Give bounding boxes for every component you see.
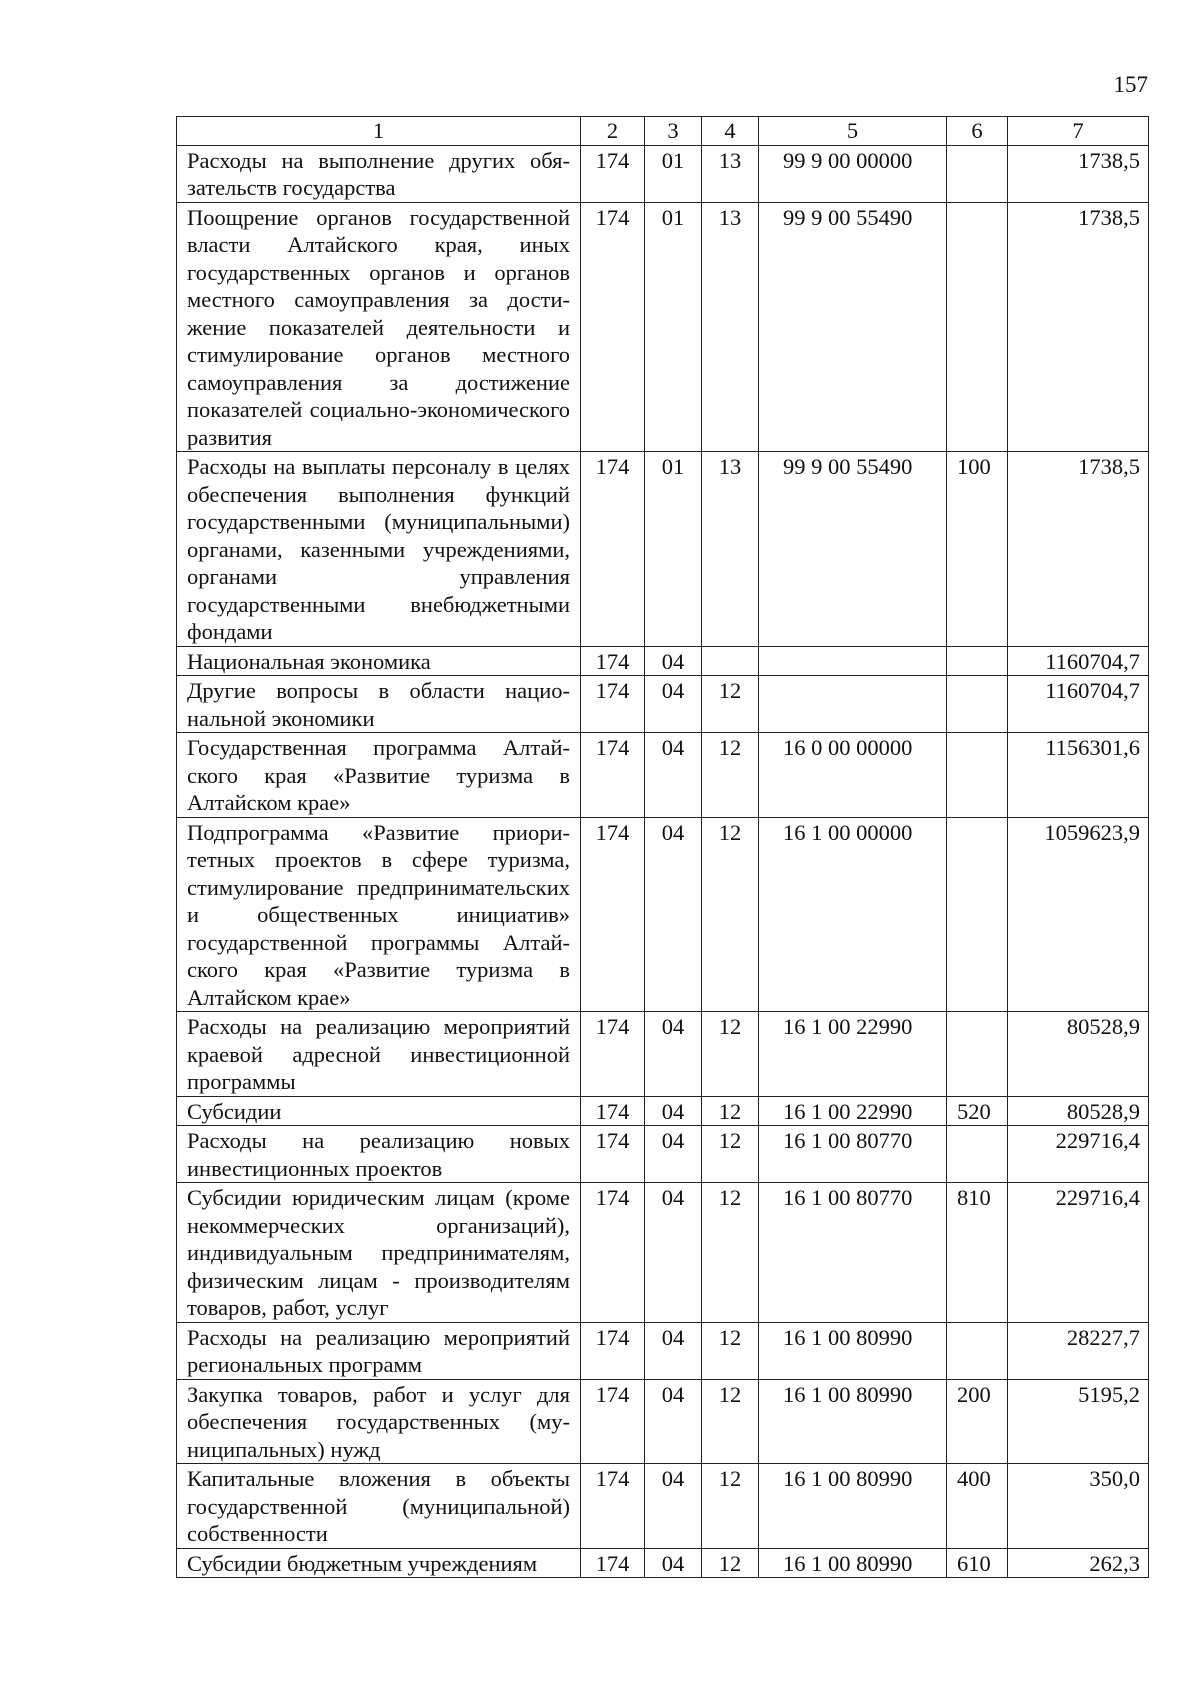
target-article-cell: 99 9 00 55490 [759,452,947,647]
ministry-code-cell: 174 [581,676,645,733]
expense-type-cell [947,145,1008,202]
amount-cell: 229716,4 [1008,1183,1149,1323]
section-code-cell: 04 [645,733,702,818]
section-code-cell: 04 [645,1096,702,1126]
column-header: 7 [1008,117,1149,146]
item-name-cell: Субсидии юридическим лицам (кроме некоммерческих организаций), индивидуальным предпринимателям, физическим лицам - производителям товаров, работ, услуг [177,1183,581,1323]
table-row [177,1012,1149,1097]
ministry-code-cell: 174 [581,202,645,452]
table-row [177,646,1149,676]
budget-table [176,116,1149,1578]
expense-type-cell [947,676,1008,733]
item-name-cell: Капитальные вложения в объекты государственной (муниципальной) собственности [177,1464,581,1549]
column-header: 2 [581,117,645,146]
target-article-cell: 99 9 00 55490 [759,202,947,452]
ministry-code-cell: 174 [581,1322,645,1379]
amount-cell: 5195,2 [1008,1379,1149,1464]
ministry-code-cell: 174 [581,452,645,647]
page-number: 157 [1113,72,1148,97]
amount-cell: 1160704,7 [1008,676,1149,733]
table-row [177,1096,1149,1126]
item-name-cell: Субсидии [177,1096,581,1126]
ministry-code-cell: 174 [581,1096,645,1126]
target-article-cell: 16 1 00 00000 [759,817,947,1012]
item-name-cell: Национальная экономика [177,646,581,676]
amount-cell: 229716,4 [1008,1126,1149,1183]
section-code-cell: 04 [645,1464,702,1549]
table-row [177,1548,1149,1578]
ministry-code-cell: 174 [581,1012,645,1097]
ministry-code-cell: 174 [581,733,645,818]
subsection-code-cell: 12 [702,1322,759,1379]
item-name-cell: Субсидии бюджетным учреждениям [177,1548,581,1578]
section-code-cell: 01 [645,452,702,647]
target-article-cell: 16 1 00 80990 [759,1322,947,1379]
table-row [177,817,1149,1012]
item-name-cell: Подпрограмма «Развитие приоритетных проектов в сфере туризма, стимулирование предпринимательских и общественных инициатив» государственной программы Алтайского края «Развитие туризма в Алтайском крае» [177,817,581,1012]
subsection-code-cell: 13 [702,145,759,202]
table-row [177,1183,1149,1323]
subsection-code-cell: 12 [702,1183,759,1323]
expense-type-cell: 400 [947,1464,1008,1549]
subsection-code-cell: 12 [702,676,759,733]
target-article-cell: 16 1 00 22990 [759,1096,947,1126]
target-article-cell: 99 9 00 00000 [759,145,947,202]
table-row [177,145,1149,202]
target-article-cell [759,676,947,733]
table-row [177,1464,1149,1549]
amount-cell: 1160704,7 [1008,646,1149,676]
expense-type-cell [947,646,1008,676]
subsection-code-cell: 12 [702,1012,759,1097]
amount-cell: 350,0 [1008,1464,1149,1549]
section-code-cell: 01 [645,145,702,202]
item-name-cell: Расходы на выполнение других обязательств государства [177,145,581,202]
amount-cell: 1738,5 [1008,145,1149,202]
item-name-cell: Расходы на реализацию новых инвестиционных проектов [177,1126,581,1183]
section-code-cell: 04 [645,1548,702,1578]
target-article-cell: 16 1 00 80770 [759,1126,947,1183]
expense-type-cell [947,817,1008,1012]
ministry-code-cell: 174 [581,1548,645,1578]
ministry-code-cell: 174 [581,145,645,202]
subsection-code-cell: 12 [702,1096,759,1126]
header-row [177,117,1149,146]
section-code-cell: 04 [645,1379,702,1464]
column-header: 6 [947,117,1008,146]
table-row [177,452,1149,647]
section-code-cell: 04 [645,646,702,676]
subsection-code-cell: 13 [702,452,759,647]
column-header: 5 [759,117,947,146]
amount-cell: 28227,7 [1008,1322,1149,1379]
subsection-code-cell: 12 [702,817,759,1012]
expense-type-cell [947,202,1008,452]
section-code-cell: 04 [645,676,702,733]
amount-cell: 1738,5 [1008,452,1149,647]
table-row [177,1322,1149,1379]
ministry-code-cell: 174 [581,646,645,676]
subsection-code-cell [702,646,759,676]
section-code-cell: 01 [645,202,702,452]
table-row [177,1379,1149,1464]
column-header: 1 [177,117,581,146]
expense-type-cell [947,1126,1008,1183]
table-row [177,202,1149,452]
item-name-cell: Расходы на реализацию мероприятий региональных программ [177,1322,581,1379]
subsection-code-cell: 12 [702,1548,759,1578]
ministry-code-cell: 174 [581,1379,645,1464]
amount-cell: 1156301,6 [1008,733,1149,818]
target-article-cell: 16 1 00 80990 [759,1548,947,1578]
section-code-cell: 04 [645,1126,702,1183]
target-article-cell: 16 0 00 00000 [759,733,947,818]
amount-cell: 80528,9 [1008,1012,1149,1097]
ministry-code-cell: 174 [581,1126,645,1183]
target-article-cell [759,646,947,676]
section-code-cell: 04 [645,1012,702,1097]
item-name-cell: Расходы на реализацию мероприятий краевой адресной инвестиционной программы [177,1012,581,1097]
table-row [177,733,1149,818]
amount-cell: 80528,9 [1008,1096,1149,1126]
subsection-code-cell: 13 [702,202,759,452]
ministry-code-cell: 174 [581,817,645,1012]
table-row [177,1126,1149,1183]
section-code-cell: 04 [645,817,702,1012]
amount-cell: 262,3 [1008,1548,1149,1578]
table-row [177,676,1149,733]
subsection-code-cell: 12 [702,1126,759,1183]
expense-type-cell [947,1012,1008,1097]
column-header: 4 [702,117,759,146]
item-name-cell: Государственная программа Алтайского края «Развитие туризма в Алтайском крае» [177,733,581,818]
ministry-code-cell: 174 [581,1183,645,1323]
target-article-cell: 16 1 00 22990 [759,1012,947,1097]
expense-type-cell [947,1322,1008,1379]
target-article-cell: 16 1 00 80990 [759,1464,947,1549]
expense-type-cell [947,733,1008,818]
expense-type-cell: 610 [947,1548,1008,1578]
amount-cell: 1059623,9 [1008,817,1149,1012]
column-header: 3 [645,117,702,146]
section-code-cell: 04 [645,1322,702,1379]
expense-type-cell: 520 [947,1096,1008,1126]
item-name-cell: Другие вопросы в области национальной экономики [177,676,581,733]
subsection-code-cell: 12 [702,733,759,818]
item-name-cell: Закупка товаров, работ и услуг для обеспечения государственных (муниципальных) нужд [177,1379,581,1464]
subsection-code-cell: 12 [702,1464,759,1549]
subsection-code-cell: 12 [702,1379,759,1464]
item-name-cell: Расходы на выплаты персоналу в целях обеспечения выполнения функций государственными (муниципальными) органами, казенными учреждениями, органами управления государственными внебюджетными фондами [177,452,581,647]
expense-type-cell: 810 [947,1183,1008,1323]
target-article-cell: 16 1 00 80990 [759,1379,947,1464]
target-article-cell: 16 1 00 80770 [759,1183,947,1323]
expense-type-cell: 100 [947,452,1008,647]
item-name-cell: Поощрение органов государственной власти Алтайского края, иных государственных органов и органов местного самоуправления за достижение показателей деятельности и стимулирование органов местного самоуправления за достижение показателей социально-экономического развития [177,202,581,452]
section-code-cell: 04 [645,1183,702,1323]
expense-type-cell: 200 [947,1379,1008,1464]
ministry-code-cell: 174 [581,1464,645,1549]
amount-cell: 1738,5 [1008,202,1149,452]
